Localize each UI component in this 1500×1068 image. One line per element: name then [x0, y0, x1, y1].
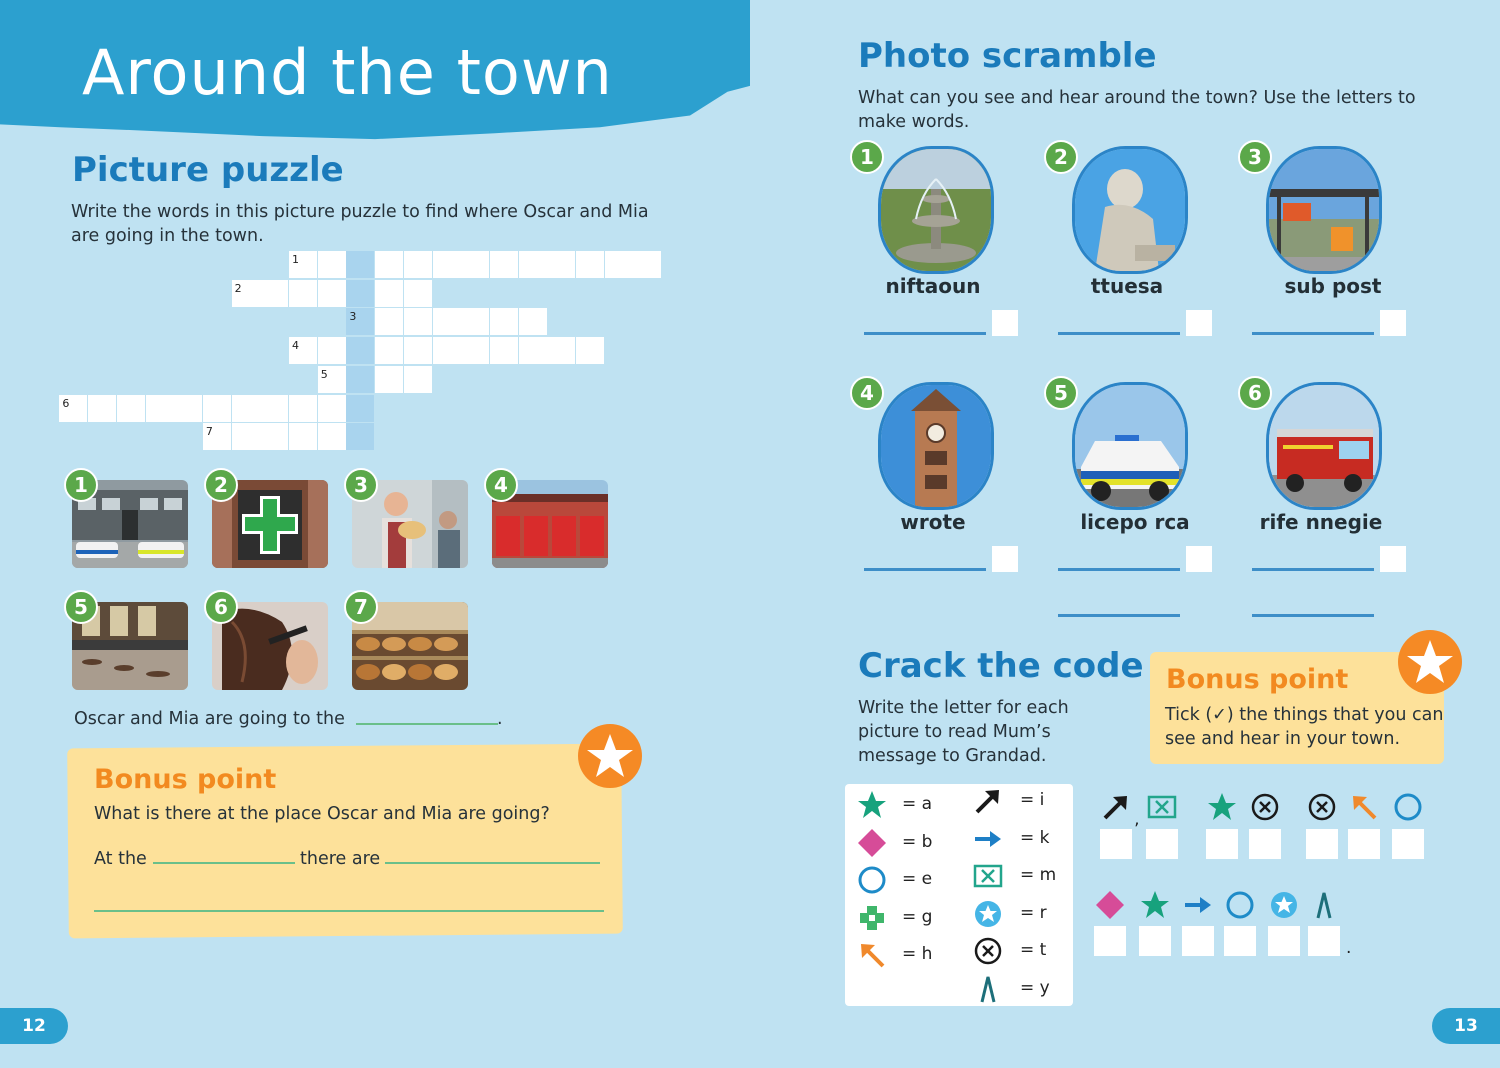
crossword-cell[interactable] — [346, 280, 374, 307]
photo-scramble-instructions: What can you see and hear around the town? Use the letters to make words. — [858, 88, 1416, 132]
crossword-cell[interactable] — [461, 337, 489, 364]
answer-line[interactable] — [1252, 568, 1374, 571]
crossword-cell[interactable] — [318, 251, 346, 278]
crossword-cell[interactable] — [519, 251, 547, 278]
key-letter: = b — [902, 831, 933, 852]
crack-the-code-heading: Crack the code — [858, 646, 1144, 686]
crossword-cell[interactable] — [490, 308, 518, 335]
crossword-cell[interactable] — [519, 337, 547, 364]
star-icon — [1207, 792, 1237, 826]
crossword-cell[interactable] — [203, 395, 231, 422]
code-letter-box[interactable] — [1249, 829, 1281, 859]
arrow-up-left-icon — [1349, 792, 1379, 826]
crossword-cell[interactable] — [605, 251, 633, 278]
code-letter-box[interactable] — [1348, 829, 1380, 859]
page-number-left: 12 — [0, 1008, 68, 1044]
tick-box[interactable] — [1380, 546, 1406, 572]
crossword-cell[interactable] — [375, 280, 403, 307]
crossword-cell[interactable] — [433, 308, 461, 335]
circled-x-icon — [1250, 792, 1280, 826]
scrambled-word: sub post — [1284, 274, 1382, 298]
crossword-cell[interactable] — [117, 395, 145, 422]
scramble-photo-police-car — [1072, 382, 1188, 510]
answer-line[interactable] — [864, 568, 986, 571]
crossword-cell[interactable] — [174, 395, 202, 422]
right-bonus-text: Tick (✓) the things that you can see and hear in your town. — [1165, 705, 1444, 749]
crossword-cell[interactable] — [318, 280, 346, 307]
star-icon — [578, 724, 642, 788]
crossword-cell[interactable] — [346, 251, 374, 278]
picture-puzzle-instructions: Write the words in this picture puzzle to find where Oscar and Mia are going in the town. — [71, 202, 649, 246]
crossword-cell[interactable] — [461, 251, 489, 278]
crossword-cell[interactable] — [433, 251, 461, 278]
picture-number-badge: 5 — [64, 590, 98, 624]
crossword-cell[interactable] — [232, 423, 260, 450]
circle-icon — [1225, 890, 1255, 924]
crossword-cell[interactable] — [260, 280, 288, 307]
arrow-right-icon — [1183, 890, 1213, 924]
crossword-clue-number: 5 — [320, 367, 328, 381]
key-letter: = e — [902, 869, 933, 889]
code-letter-box[interactable] — [1392, 829, 1424, 859]
key-letter: = k — [1020, 827, 1050, 848]
scramble-photo-clock-tower — [878, 382, 994, 510]
key-letter: = m — [1020, 865, 1057, 885]
picture-puzzle-heading: Picture puzzle — [72, 150, 344, 190]
right-bonus-star-badge — [1398, 630, 1462, 694]
key-letter: = a — [902, 794, 933, 814]
picture-number-badge: 1 — [64, 468, 98, 502]
code-letter-box[interactable] — [1308, 926, 1340, 956]
key-letter: = y — [1020, 977, 1050, 998]
crossword-cell[interactable] — [88, 395, 116, 422]
crossword-cell[interactable] — [404, 366, 432, 393]
crossword-cell[interactable] — [318, 395, 346, 422]
picture-number-badge: 6 — [204, 590, 238, 624]
answer-line[interactable] — [864, 332, 986, 335]
scramble-number-badge: 2 — [1044, 140, 1078, 174]
crossword-cell[interactable] — [547, 251, 575, 278]
tick-box[interactable] — [992, 546, 1018, 572]
arrow-right-icon — [973, 824, 1003, 858]
lambda-icon — [1309, 890, 1339, 924]
circled-x-icon — [973, 936, 1003, 970]
crossword-cell[interactable] — [433, 337, 461, 364]
apostrophe: ’ — [1134, 820, 1140, 840]
crossword-cell[interactable] — [289, 423, 317, 450]
scramble-number-badge: 3 — [1238, 140, 1272, 174]
arrow-up-right-icon — [1101, 792, 1131, 826]
code-letter-box[interactable] — [1139, 926, 1171, 956]
circled-star-icon — [973, 899, 1003, 933]
answer-sentence: Oscar and Mia are going to the — [74, 709, 345, 729]
star-icon — [1140, 890, 1170, 924]
cross-shape-icon — [857, 903, 887, 937]
answer-line[interactable] — [1252, 332, 1374, 335]
circled-star-icon — [1269, 890, 1299, 924]
answer-line[interactable] — [1058, 332, 1180, 335]
crossword-cell[interactable] — [232, 395, 260, 422]
code-letter-box[interactable] — [1182, 926, 1214, 956]
scramble-number-badge: 1 — [850, 140, 884, 174]
scramble-photo-fountain — [878, 146, 994, 274]
crossword-cell[interactable] — [318, 423, 346, 450]
crossword-clue-number: 3 — [349, 310, 357, 324]
scrambled-word: wrote — [900, 510, 966, 534]
scramble-number-badge: 5 — [1044, 376, 1078, 410]
tick-box[interactable] — [1186, 546, 1212, 572]
diamond-icon — [1095, 890, 1125, 924]
tick-box[interactable] — [992, 310, 1018, 336]
page-title: Around the town — [82, 36, 613, 109]
code-letter-box[interactable] — [1268, 926, 1300, 956]
place-answer-line[interactable] — [153, 862, 295, 864]
star-icon — [857, 790, 887, 824]
code-letter-box[interactable] — [1306, 829, 1338, 859]
answer-full-stop: . — [497, 709, 503, 729]
full-stop: . — [1346, 938, 1352, 958]
crossword-cell[interactable] — [461, 308, 489, 335]
crossword-cell[interactable] — [404, 280, 432, 307]
crossword-cell[interactable] — [519, 308, 547, 335]
diamond-icon — [857, 828, 887, 862]
crossword-cell[interactable] — [346, 366, 374, 393]
crossword-cell[interactable] — [576, 337, 604, 364]
circled-x-icon — [1307, 792, 1337, 826]
there-are-label: there are — [300, 849, 381, 869]
left-bonus-star-badge — [578, 724, 642, 788]
code-letter-box[interactable] — [1100, 829, 1132, 859]
crossword-cell[interactable] — [260, 395, 288, 422]
scramble-photo-fire-engine — [1266, 382, 1382, 510]
arrow-up-right-icon — [973, 786, 1003, 820]
scrambled-word: ttuesa — [1090, 274, 1164, 298]
scramble-number-badge: 4 — [850, 376, 884, 410]
crossword-cell[interactable] — [375, 366, 403, 393]
crossword-cell[interactable] — [375, 251, 403, 278]
picture-number-badge: 2 — [204, 468, 238, 502]
page-number-right: 13 — [1432, 1008, 1500, 1044]
crossword-cell[interactable] — [289, 280, 317, 307]
crossword-cell[interactable] — [633, 251, 661, 278]
crossword-cell[interactable] — [404, 308, 432, 335]
scramble-photo-bus-stop — [1266, 146, 1382, 274]
answer-line[interactable] — [356, 723, 498, 725]
crossword-clue-number: 2 — [234, 281, 242, 295]
arrow-up-left-icon — [857, 940, 887, 974]
there-are-answer-line[interactable] — [385, 862, 600, 864]
scramble-photo-statue — [1072, 146, 1188, 274]
boxed-x-icon — [1147, 792, 1177, 826]
crack-the-code-instructions: Write the letter for each picture to read Mum’s message to Grandad. — [858, 698, 1069, 766]
crossword-cell[interactable] — [260, 423, 288, 450]
lambda-icon — [973, 974, 1003, 1008]
scrambled-word: niftaoun — [885, 274, 981, 298]
right-bonus-heading: Bonus point — [1166, 664, 1349, 695]
scramble-number-badge: 6 — [1238, 376, 1272, 410]
crossword-cell[interactable] — [346, 395, 374, 422]
photo-scramble-heading: Photo scramble — [858, 36, 1157, 76]
at-the-label: At the — [94, 849, 147, 869]
boxed-x-icon — [973, 861, 1003, 895]
crossword-cell[interactable] — [146, 395, 174, 422]
picture-number-badge: 3 — [344, 468, 378, 502]
crossword-cell[interactable] — [318, 337, 346, 364]
crossword-cell[interactable] — [404, 337, 432, 364]
crossword-cell[interactable] — [346, 423, 374, 450]
key-letter: = g — [902, 906, 933, 927]
crossword-cell[interactable] — [375, 308, 403, 335]
answer-line[interactable] — [1058, 568, 1180, 571]
crossword-cell[interactable] — [289, 395, 317, 422]
extra-answer-line[interactable] — [94, 910, 604, 912]
answer-line[interactable] — [1058, 614, 1180, 617]
crossword-cell[interactable] — [346, 337, 374, 364]
star-icon — [1398, 630, 1462, 694]
crossword-clue-number: 1 — [292, 253, 299, 266]
picture-number-badge: 4 — [484, 468, 518, 502]
scrambled-word: rife nnegie — [1259, 510, 1383, 534]
crossword-clue-number: 7 — [205, 425, 213, 439]
crossword-clue-number: 4 — [292, 339, 299, 353]
key-letter: = t — [1020, 940, 1047, 960]
crossword-cell[interactable] — [490, 251, 518, 278]
left-bonus-question: What is there at the place Oscar and Mia are going? — [94, 804, 550, 824]
picture-number-badge: 7 — [344, 590, 378, 624]
key-letter: = i — [1020, 790, 1045, 810]
key-letter: = h — [902, 944, 933, 964]
tick-box[interactable] — [1186, 310, 1212, 336]
key-letter: = r — [1020, 902, 1047, 923]
code-letter-box[interactable] — [1146, 829, 1178, 859]
crossword-clue-number: 6 — [62, 396, 70, 410]
answer-line[interactable] — [1252, 614, 1374, 617]
circle-icon — [857, 865, 887, 899]
crossword-cell[interactable] — [547, 337, 575, 364]
left-bonus-heading: Bonus point — [94, 764, 277, 795]
crossword-cell[interactable] — [375, 337, 403, 364]
crossword-cell[interactable] — [490, 337, 518, 364]
crossword-cell[interactable] — [576, 251, 604, 278]
tick-box[interactable] — [1380, 310, 1406, 336]
scrambled-word: licepo rca — [1080, 510, 1190, 534]
code-letter-box[interactable] — [1206, 829, 1238, 859]
code-letter-box[interactable] — [1094, 926, 1126, 956]
code-letter-box[interactable] — [1224, 926, 1256, 956]
circle-icon — [1393, 792, 1423, 826]
crossword-cell[interactable] — [404, 251, 432, 278]
